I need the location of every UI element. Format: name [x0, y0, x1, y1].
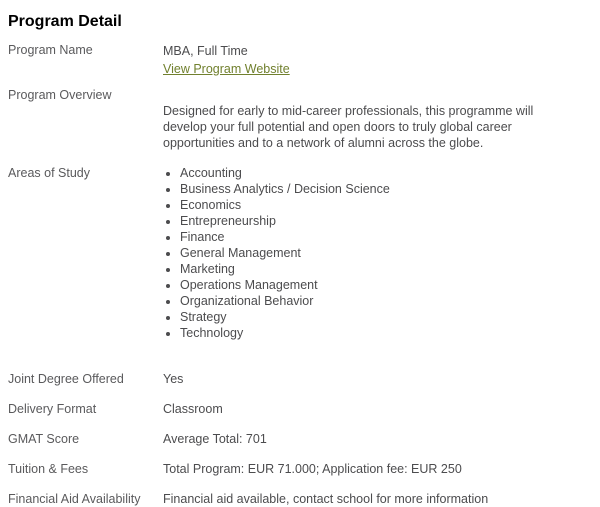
program-name-label: Program Name — [8, 43, 93, 57]
delivery-format-label: Delivery Format — [8, 402, 97, 416]
tuition-fees-value: Total Program: EUR 71.000; Application fee: EUR 250 — [163, 462, 462, 476]
financial-aid-label: Financial Aid Availability — [8, 492, 141, 506]
page-title: Program Detail — [8, 13, 122, 30]
program-name-value: MBA, Full Time — [163, 44, 248, 58]
view-program-website-link[interactable]: View Program Website — [163, 62, 290, 76]
row-joint-degree — [8, 371, 590, 387]
areas-of-study-item: • Economics — [180, 197, 580, 213]
areas-of-study-item: • Entrepreneurship — [180, 213, 580, 229]
areas-of-study-item: • General Management — [180, 245, 580, 261]
program-overview-text: Designed for early to mid-career professionals, this programme will develop your full potential and open doors to truly global career opportunities and to a network of alumni across the globe. — [163, 104, 534, 150]
joint-degree-value: Yes — [163, 372, 184, 386]
delivery-format-value: Classroom — [163, 402, 223, 416]
row-delivery-format — [8, 401, 590, 417]
areas-of-study-item: • Accounting — [180, 165, 580, 181]
program-overview-label: Program Overview — [8, 88, 112, 102]
program-overview-value-cell — [163, 87, 580, 151]
row-tuition-fees — [8, 461, 590, 477]
joint-degree-label: Joint Degree Offered — [8, 372, 124, 386]
program-name-value-cell — [163, 42, 580, 78]
areas-of-study-label: Areas of Study — [8, 166, 90, 180]
areas-of-study-item: • Operations Management — [180, 277, 580, 293]
areas-of-study-item: • Marketing — [180, 261, 580, 277]
areas-of-study-item: • Strategy — [180, 309, 580, 325]
row-program-overview — [8, 87, 590, 151]
tuition-fees-label: Tuition & Fees — [8, 462, 89, 476]
row-gmat-score — [8, 431, 590, 447]
areas-of-study-item: • Business Analytics / Decision Science — [180, 181, 580, 197]
areas-of-study-list — [163, 165, 580, 341]
gmat-score-label: GMAT Score — [8, 432, 80, 446]
financial-aid-value: Financial aid available, contact school for more information — [163, 492, 489, 506]
areas-of-study-item: • Organizational Behavior — [180, 293, 580, 309]
areas-of-study-item: • Technology — [180, 325, 580, 341]
areas-of-study-value-cell — [163, 165, 580, 341]
row-program-name — [8, 42, 590, 78]
row-areas-of-study — [8, 165, 590, 341]
areas-of-study-item: • Finance — [180, 229, 580, 245]
gmat-score-value: Average Total: 701 — [163, 432, 267, 446]
